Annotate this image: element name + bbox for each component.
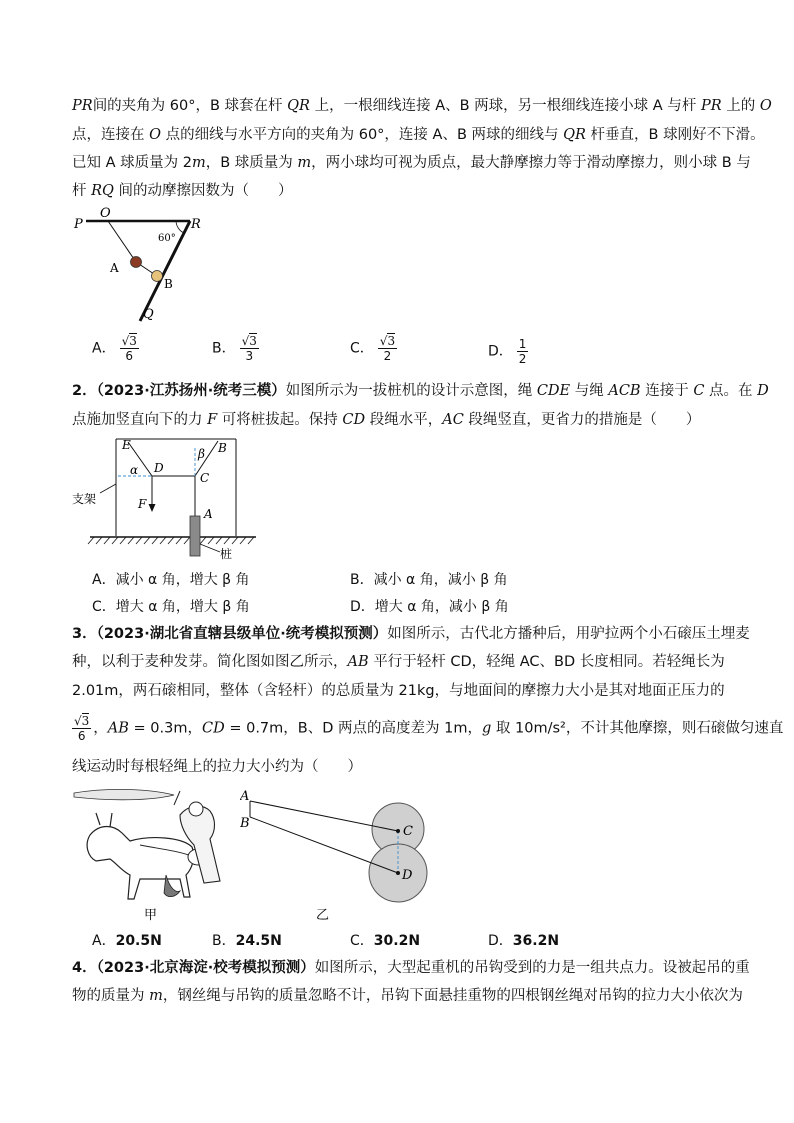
q1-line-3: 已知 A 球质量为 2m，B 球质量为 m，两小球均可视为质点，最大静摩擦力等于滑动摩擦力，则小球 B 与 [72,155,751,171]
q2-line-2: 点施加竖直向下的力 F 可将桩拔起。保持 CD 段绳水平，AC 段绳竖直，更省力的措施是（ ） [72,412,701,428]
q1-option-b[interactable]: B． $\frac{√3}{3}$ [212,334,257,363]
q1-line-4: 杆 RQ 间的动摩擦因数为（ ） [72,183,293,199]
label-angle: 60° [158,233,176,244]
q2-option-b[interactable]: B．减小 α 角，减小 β 角 [350,572,508,588]
q3-line-2: 种，以利于麦种发芽。简化图如图乙所示，AB 平行于轻杆 CD，轻绳 AC、BD 长度相同。若轻绳长为 [72,654,725,670]
q2-option-c[interactable]: C．增大 α 角，增大 β 角 [92,599,250,615]
q1-figure [70,206,210,326]
q4-line-1: 4．（2023·北京海淀·校考模拟预测）如图所示，大型起重机的吊钩受到的力是一组共点力。设被起吊的重 [72,960,750,976]
q1-line-2: 点，连接在 O 点的细线与水平方向的夹角为 60°，连接 A、B 两球的细线与 QR 杆垂直，B 球刚好不下滑。 [72,127,765,143]
q1-option-d[interactable]: D． $\frac{1}{2}$ [488,337,527,366]
q1-option-c[interactable]: C． $\frac{√3}{2}$ [350,334,396,363]
svg-text:支架: 支架 [72,492,97,506]
label-p: P [74,217,83,232]
svg-text:桩: 桩 [220,547,233,561]
q2-line-1: 2．（2023·江苏扬州·统考三模）如图所示为一拔桩机的设计示意图，绳 CDE 与绳 ACB 连接于 C 点。在 D [72,383,769,399]
svg-text:E: E [122,438,131,452]
q3-line-3: 2.01m，两石磙相同，整体（含轻杆）的总质量为 21kg，与地面间的摩擦力大小是其对地面正压力的 [72,683,725,699]
svg-text:A: A [240,789,250,804]
label-a: A [110,261,119,275]
q2-figure [70,436,260,562]
svg-text:B: B [218,441,227,455]
label-o: O [100,206,111,221]
q3-figure-jia [70,785,240,925]
q3-line-1: 3．（2023·湖北省直辖县级单位·统考模拟预测）如图所示，古代北方播种后，用驴拉两个小石磙压土埋麦 [72,626,750,642]
q3-line-4: $\frac{√3}{6}$ ，AB = 0.3m，CD = 0.7m，B、D 两点的高度差为 1m，g 取 10m/s²，不计其他摩擦，则石磙做匀速直 [74,714,784,743]
svg-text:乙: 乙 [316,908,330,923]
svg-text:C: C [200,471,210,485]
svg-text:D: D [154,461,164,475]
svg-text:甲: 甲 [144,908,158,923]
q3-option-a[interactable]: A．20.5N [92,933,162,949]
svg-text:β: β [198,447,205,461]
q1-option-a[interactable]: A． $\frac{√3}{6}$ [92,334,137,363]
svg-text:A: A [204,507,213,521]
svg-text:F: F [138,497,147,511]
svg-text:C: C [403,824,413,839]
q3-option-c[interactable]: C．30.2N [350,933,421,949]
q2-option-a[interactable]: A．减小 α 角，增大 β 角 [92,572,250,588]
svg-text:D: D [402,868,413,883]
label-b: B [164,277,173,291]
svg-text:α: α [130,463,139,477]
q1-line-1: PR间的夹角为 60°，B 球套在杆 QR 上，一根细线连接 A、B 两球，另一根细线连接小球 A 与杆 PR 上的 O [72,98,772,114]
ball-a [131,257,142,268]
q3-option-b[interactable]: B．24.5N [212,933,282,949]
q3-option-d[interactable]: D．36.2N [488,933,560,949]
label-r: R [191,217,201,232]
label-q: Q [143,307,154,322]
q2-option-d[interactable]: D．增大 α 角，减小 β 角 [350,599,509,615]
ball-b [152,271,163,282]
q4-line-2: 物的质量为 m，钢丝绳与吊钩的质量忽略不计，吊钩下面悬挂重物的四根钢丝绳对吊钩的拉力大小依次为 [72,988,743,1004]
q3-figure-yi [240,787,440,927]
q3-line-5: 线运动时每根轻绳上的拉力大小约为（ ） [72,759,362,775]
pile [190,516,200,556]
svg-text:B: B [240,816,250,831]
